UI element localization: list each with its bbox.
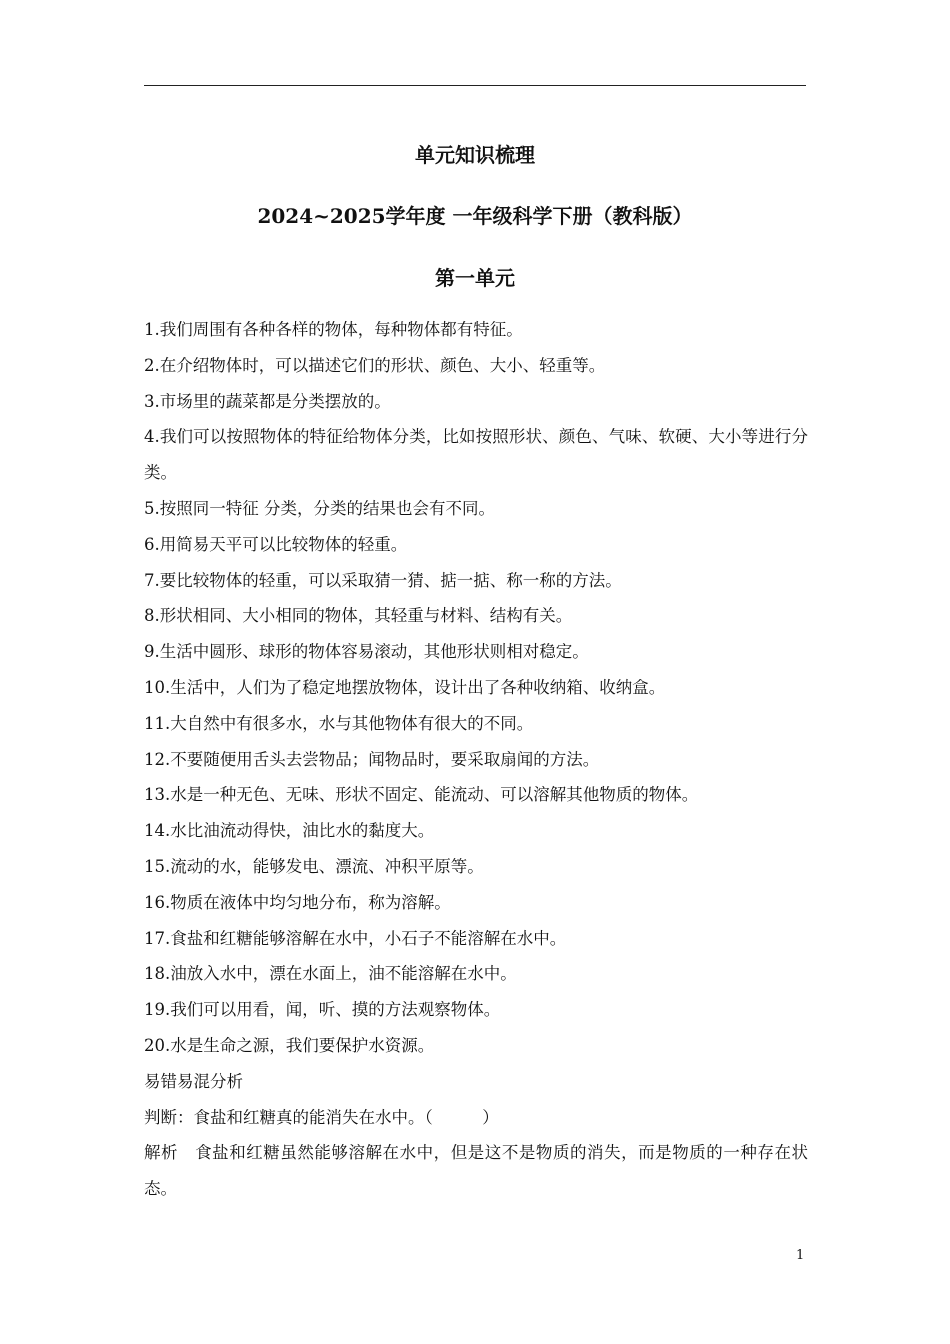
document-body [144, 312, 808, 1207]
list-item: 15.流动的水，能够发电、漂流、冲积平原等。 [144, 856, 484, 876]
page-subtitle: 2024~2025学年度 一年级科学下册（教科版） [257, 204, 693, 228]
list-item: 17.食盐和红糖能够溶解在水中，小石子不能溶解在水中。 [144, 928, 567, 948]
list-item: 4.我们可以按照物体的特征给物体分类，比如按照形状、颜色、气味、软硬、大小等进行分类。 [144, 427, 808, 483]
list-item: 11.大自然中有很多水，水与其他物体有很大的不同。 [144, 713, 534, 733]
list-item: 5.按照同一特征 分类，分类的结果也会有不同。 [144, 498, 495, 518]
list-item: 14.水比油流动得快，油比水的黏度大。 [144, 821, 435, 841]
analysis-heading: 易错易混分析 [144, 1071, 243, 1091]
list-item: 9.生活中圆形、球形的物体容易滚动，其他形状则相对稳定。 [144, 642, 589, 662]
analysis-explanation: 解析 食盐和红糖虽然能够溶解在水中，但是这不是物质的消失，而是物质的一种存在状态。 [144, 1143, 808, 1199]
list-item: 6.用简易天平可以比较物体的轻重。 [144, 534, 408, 554]
list-item: 18.油放入水中，漂在水面上，油不能溶解在水中。 [144, 964, 517, 984]
analysis-question: 判断：食盐和红糖真的能消失在水中。（ ） [144, 1107, 499, 1127]
list-item: 2.在介绍物体时，可以描述它们的形状、颜色、大小、轻重等。 [144, 355, 606, 375]
list-item: 19.我们可以用看，闻，听、摸的方法观察物体。 [144, 1000, 501, 1020]
page-title: 单元知识梳理 [415, 143, 535, 167]
list-item: 13.水是一种无色、无味、形状不固定、能流动、可以溶解其他物质的物体。 [144, 785, 699, 805]
list-item: 8.形状相同、大小相同的物体，其轻重与材料、结构有关。 [144, 606, 573, 626]
header-rule [144, 85, 806, 86]
page-number: 1 [796, 1248, 805, 1263]
list-item: 16.物质在液体中均匀地分布，称为溶解。 [144, 892, 451, 912]
section-heading: 第一单元 [435, 266, 515, 290]
list-item: 20.水是生命之源，我们要保护水资源。 [144, 1035, 435, 1055]
list-item: 12.不要随便用舌头去尝物品；闻物品时，要采取扇闻的方法。 [144, 749, 600, 769]
list-item: 10.生活中，人们为了稳定地摆放物体，设计出了各种收纳箱、收纳盒。 [144, 677, 666, 697]
list-item: 1.我们周围有各种各样的物体，每种物体都有特征。 [144, 320, 523, 339]
list-item: 7.要比较物体的轻重，可以采取猜一猜、掂一掂、称一称的方法。 [144, 570, 622, 590]
list-item: 3.市场里的蔬菜都是分类摆放的。 [144, 391, 391, 411]
